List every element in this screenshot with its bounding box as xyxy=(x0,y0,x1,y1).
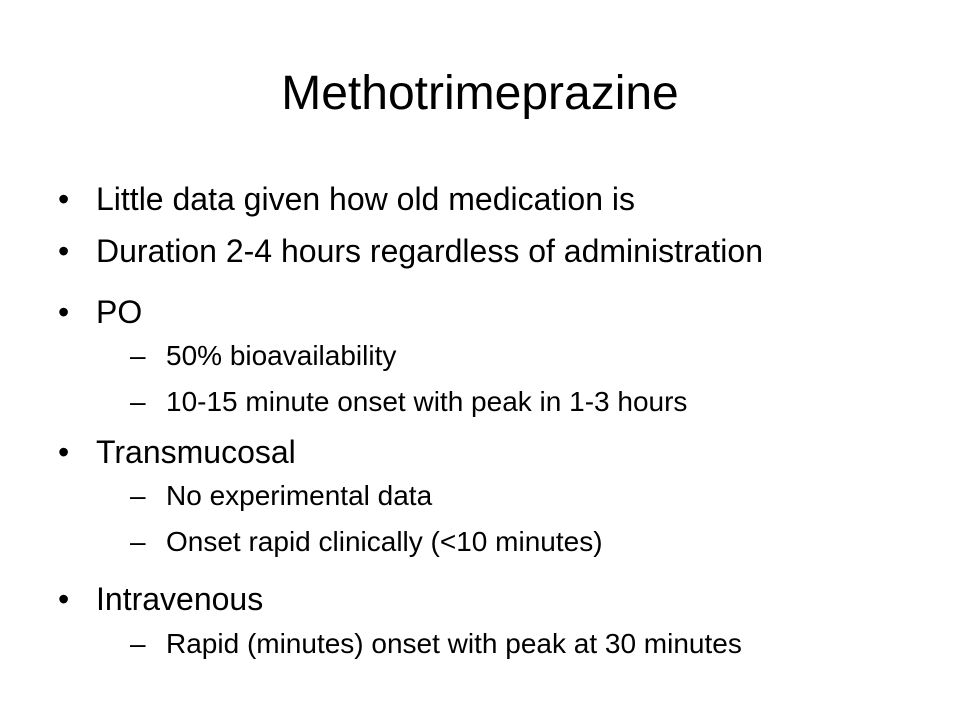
bullet-icon: • xyxy=(58,581,70,617)
bullet-text: Little data given how old medication is xyxy=(96,181,635,217)
bullet-icon: • xyxy=(58,181,70,217)
dash-icon: – xyxy=(130,628,146,659)
dash-icon: – xyxy=(130,340,146,371)
sub-bullet-text: Onset rapid clinically (<10 minutes) xyxy=(166,526,603,557)
sub-bullet-text: 10-15 minute onset with peak in 1-3 hours xyxy=(166,386,688,417)
sub-bullet-text: No experimental data xyxy=(166,480,433,511)
sub-bullet-text: Rapid (minutes) onset with peak at 30 minutes xyxy=(166,628,742,659)
bullet-icon: • xyxy=(58,294,70,330)
bullet-icon: • xyxy=(58,434,70,470)
bullet-text: PO xyxy=(96,294,143,330)
dash-icon: – xyxy=(130,526,146,557)
bullet-icon: • xyxy=(58,233,70,269)
bullet-text: Intravenous xyxy=(96,581,264,617)
sub-bullet-text: 50% bioavailability xyxy=(166,340,397,371)
slide-title: Methotrimeprazine xyxy=(281,67,679,120)
bullet-text: Transmucosal xyxy=(96,434,296,470)
bullet-text: Duration 2-4 hours regardless of administration xyxy=(96,233,763,269)
dash-icon: – xyxy=(130,386,146,417)
dash-icon: – xyxy=(130,480,146,511)
